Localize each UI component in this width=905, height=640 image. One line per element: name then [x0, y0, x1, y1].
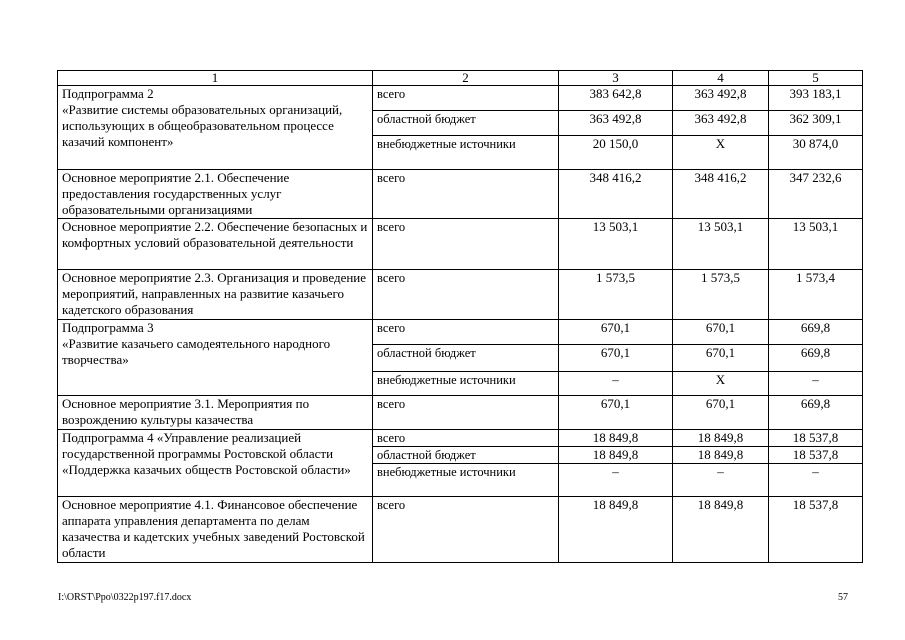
program-name-cell: Основное мероприятие 2.1. Обеспечение предоставления государственных услуг образовательными организациями [58, 170, 373, 219]
source-cell: всего [373, 219, 559, 270]
table-row [58, 170, 863, 219]
value-cell: – [769, 372, 863, 396]
value-cell: 18 849,8 [559, 447, 673, 464]
source-cell: всего [373, 396, 559, 430]
source-cell: всего [373, 86, 559, 111]
source-cell: всего [373, 170, 559, 219]
value-cell: – [769, 464, 863, 497]
value-cell: 669,8 [769, 396, 863, 430]
value-cell: 670,1 [673, 396, 769, 430]
value-cell: 30 874,0 [769, 136, 863, 170]
value-cell: 393 183,1 [769, 86, 863, 111]
value-cell: 670,1 [673, 345, 769, 372]
header-col-5: 5 [769, 71, 863, 86]
program-name-cell: Основное мероприятие 2.3. Организация и проведение мероприятий, направленных на развитие казачьего кадетского образования [58, 270, 373, 320]
source-cell: всего [373, 270, 559, 320]
header-row [58, 71, 863, 86]
value-cell: 670,1 [559, 345, 673, 372]
table-row [58, 270, 863, 320]
page-number: 57 [838, 592, 848, 603]
value-cell: 670,1 [673, 320, 769, 345]
value-cell: 363 492,8 [559, 111, 673, 136]
value-cell: 1 573,5 [673, 270, 769, 320]
value-cell: 13 503,1 [673, 219, 769, 270]
value-cell: 18 537,8 [769, 497, 863, 563]
table-row [58, 430, 863, 447]
value-cell: 669,8 [769, 320, 863, 345]
value-cell: 18 849,8 [673, 430, 769, 447]
value-cell: 18 849,8 [673, 497, 769, 563]
source-cell: всего [373, 430, 559, 447]
header-col-4: 4 [673, 71, 769, 86]
table-row [58, 396, 863, 430]
program-name-cell: Основное мероприятие 3.1. Мероприятия по возрождению культуры казачества [58, 396, 373, 430]
program-name-cell: Подпрограмма 3 «Развитие казачьего самодеятельного народного творчества» [58, 320, 373, 396]
header-col-3: 3 [559, 71, 673, 86]
value-cell: 13 503,1 [769, 219, 863, 270]
source-cell: областной бюджет [373, 111, 559, 136]
budget-table [57, 70, 863, 563]
value-cell: 670,1 [559, 396, 673, 430]
source-cell: всего [373, 497, 559, 563]
value-cell: 18 849,8 [559, 430, 673, 447]
value-cell: 348 416,2 [559, 170, 673, 219]
value-cell: 1 573,5 [559, 270, 673, 320]
value-cell: 347 232,6 [769, 170, 863, 219]
value-cell: 20 150,0 [559, 136, 673, 170]
value-cell: 18 537,8 [769, 447, 863, 464]
source-cell: внебюджетные источники [373, 136, 559, 170]
value-cell: 669,8 [769, 345, 863, 372]
source-cell: внебюджетные источники [373, 464, 559, 497]
value-cell: 363 492,8 [673, 111, 769, 136]
value-cell: 362 309,1 [769, 111, 863, 136]
program-name-cell: Основное мероприятие 2.2. Обеспечение безопасных и комфортных условий образовательной деятельности [58, 219, 373, 270]
value-cell: 1 573,4 [769, 270, 863, 320]
source-cell: областной бюджет [373, 447, 559, 464]
table-row [58, 497, 863, 563]
value-cell: – [559, 464, 673, 497]
program-name-cell: Подпрограмма 4 «Управление реализацией государственной программы Ростовской области «Поддержка казачьих обществ Ростовской области» [58, 430, 373, 497]
value-cell: 13 503,1 [559, 219, 673, 270]
file-path: I:\ORST\Ppo\0322p197.f17.docx [58, 592, 192, 603]
program-name-cell: Подпрограмма 2 «Развитие системы образовательных организаций, использующих в общеобразовательном процессе казачий компонент» [58, 86, 373, 170]
source-cell: внебюджетные источники [373, 372, 559, 396]
value-cell: Х [673, 372, 769, 396]
table-row [58, 86, 863, 111]
value-cell: 18 537,8 [769, 430, 863, 447]
source-cell: областной бюджет [373, 345, 559, 372]
source-cell: всего [373, 320, 559, 345]
value-cell: 670,1 [559, 320, 673, 345]
program-name-cell: Основное мероприятие 4.1. Финансовое обеспечение аппарата управления департамента по делам казачества и кадетских учебных заведений Ростовской области [58, 497, 373, 563]
value-cell: 348 416,2 [673, 170, 769, 219]
header-col-1: 1 [58, 71, 373, 86]
value-cell: 18 849,8 [559, 497, 673, 563]
value-cell: Х [673, 136, 769, 170]
value-cell: 363 492,8 [673, 86, 769, 111]
header-col-2: 2 [373, 71, 559, 86]
value-cell: 18 849,8 [673, 447, 769, 464]
value-cell: – [673, 464, 769, 497]
table-row [58, 219, 863, 270]
table-row [58, 320, 863, 345]
value-cell: 383 642,8 [559, 86, 673, 111]
value-cell: – [559, 372, 673, 396]
